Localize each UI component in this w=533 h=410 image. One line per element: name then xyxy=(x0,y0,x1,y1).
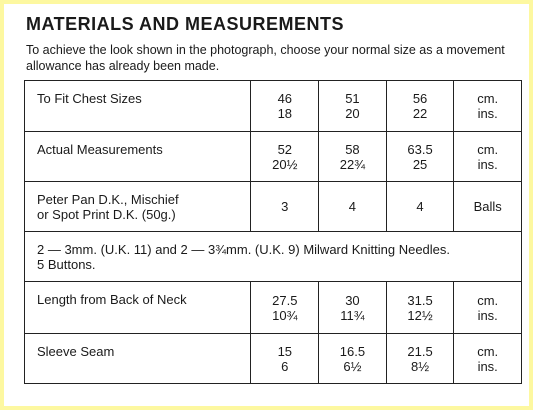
table-row-length xyxy=(25,282,522,334)
size-2-balls: 4 xyxy=(319,182,387,232)
size-2-ins: 20 xyxy=(345,106,360,121)
size-2-cell xyxy=(319,282,387,334)
measurements-table xyxy=(24,80,522,384)
size-3-balls: 4 xyxy=(386,182,454,232)
size-1-cm: 52 xyxy=(277,141,293,157)
size-3-cell xyxy=(386,132,454,182)
unit-ins: ins. xyxy=(477,307,498,323)
row-label: To Fit Chest Sizes xyxy=(25,81,251,132)
size-1-ins: 20½ xyxy=(272,156,298,172)
size-1-cm: 27.5 xyxy=(272,292,298,308)
size-2-ins: 11¾ xyxy=(340,307,365,323)
size-1-cell xyxy=(251,282,319,334)
size-2-cell xyxy=(319,81,387,132)
unit-cell xyxy=(454,334,522,384)
size-3-cell xyxy=(386,81,454,132)
size-2-ins: 6½ xyxy=(343,358,362,374)
needles-note xyxy=(25,232,522,282)
row-label: Length from Back of Neck xyxy=(25,282,251,334)
yarn-label-line-1: Peter Pan D.K., Mischief xyxy=(37,191,179,207)
needles-line: 2 — 3mm. (U.K. 11) and 2 — 3¾mm. (U.K. 9) Milward Knitting Needles. xyxy=(37,241,451,257)
unit-cell xyxy=(454,282,522,334)
table-row-actual-measurements xyxy=(25,132,522,182)
size-3-cm: 56 xyxy=(412,91,428,106)
size-1-ins: 18 xyxy=(277,106,293,121)
size-1-cm: 46 xyxy=(277,91,293,106)
size-3-cm: 31.5 xyxy=(407,292,433,308)
size-1-cell xyxy=(251,132,319,182)
size-2-cm: 16.5 xyxy=(339,343,366,359)
size-2-cm: 51 xyxy=(345,91,360,106)
unit-balls: Balls xyxy=(454,182,522,232)
table-row-sleeve-seam xyxy=(25,334,522,384)
unit-cell xyxy=(454,81,522,132)
size-3-cm: 21.5 xyxy=(407,343,433,359)
section-title: MATERIALS AND MEASUREMENTS xyxy=(26,14,344,34)
buttons-line: 5 Buttons. xyxy=(37,256,96,272)
size-3-cell xyxy=(386,282,454,334)
size-3-ins: 22 xyxy=(412,106,428,121)
row-label: Actual Measurements xyxy=(25,132,251,182)
size-1-cell xyxy=(251,334,319,384)
table-row-yarn xyxy=(25,182,522,232)
row-label xyxy=(25,182,251,232)
unit-cell xyxy=(454,132,522,182)
size-3-ins: 12½ xyxy=(407,307,433,323)
yarn-label-line-2: or Spot Print D.K. (50g.) xyxy=(37,206,176,222)
size-2-ins: 22¾ xyxy=(339,156,366,172)
unit-ins: ins. xyxy=(477,156,498,172)
table-row-chest-sizes xyxy=(25,81,522,132)
unit-cm: cm. xyxy=(477,91,499,106)
unit-cm: cm. xyxy=(477,292,499,308)
unit-ins: ins. xyxy=(477,106,498,121)
size-1-cell xyxy=(251,81,319,132)
table-row-needles xyxy=(25,232,522,282)
size-3-cm: 63.5 xyxy=(407,141,433,157)
size-3-cell xyxy=(386,334,454,384)
unit-cm: cm. xyxy=(477,343,499,359)
size-1-balls: 3 xyxy=(251,182,319,232)
size-3-ins: 8½ xyxy=(411,358,430,374)
unit-ins: ins. xyxy=(477,358,498,374)
size-2-cell xyxy=(319,334,387,384)
size-1-ins: 6 xyxy=(281,358,289,374)
pattern-page xyxy=(4,4,529,406)
size-1-ins: 10¾ xyxy=(272,307,298,323)
size-2-cell xyxy=(319,132,387,182)
intro-text: To achieve the look shown in the photograph, choose your normal size as a movement allowance has already been made. xyxy=(26,43,505,73)
size-3-ins: 25 xyxy=(412,156,428,172)
unit-cm: cm. xyxy=(477,141,499,157)
size-2-cm: 58 xyxy=(345,141,360,157)
size-2-cm: 30 xyxy=(345,292,360,308)
size-1-cm: 15 xyxy=(277,343,293,359)
row-label: Sleeve Seam xyxy=(25,334,251,384)
